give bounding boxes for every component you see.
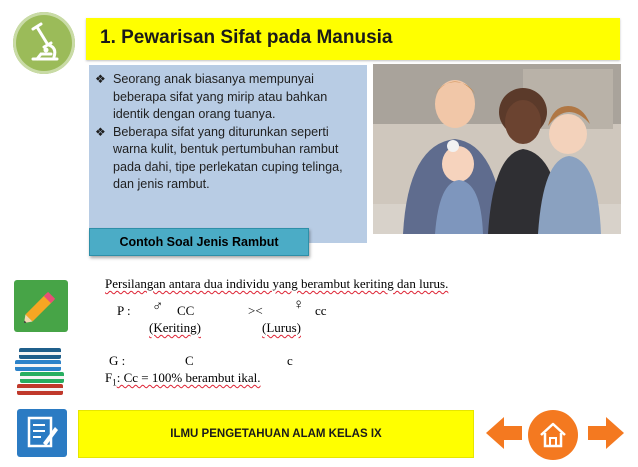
pencil-icon	[14, 280, 68, 332]
arrow-left-icon	[484, 415, 524, 451]
p-male-genotype: CC	[177, 303, 195, 318]
p-label: P :	[117, 303, 131, 318]
microscope-badge	[13, 12, 75, 74]
diamond-bullet-icon: ❖	[95, 124, 106, 139]
books-icon	[11, 344, 71, 400]
books-badge	[11, 344, 71, 400]
example-question-button[interactable]: Contoh Soal Jenis Rambut	[89, 228, 309, 256]
family-photo	[373, 64, 621, 234]
female-symbol-icon: ♀	[293, 297, 305, 313]
document-edit-icon	[17, 409, 67, 457]
document-edit-badge	[17, 409, 67, 457]
home-button[interactable]	[528, 410, 578, 460]
example-intro: Persilangan antara dua individu yang berambut keriting dan lurus.	[105, 276, 449, 291]
pencil-badge	[14, 280, 68, 332]
g-label: G :	[109, 353, 126, 368]
page-title: 1. Pewarisan Sifat pada Manusia	[100, 27, 393, 48]
diamond-bullet-icon: ❖	[95, 72, 106, 86]
bullet-list	[95, 71, 363, 194]
microscope-icon	[13, 12, 75, 74]
f1-result: $F_1$: Cc = 100% berambut ikal.	[105, 370, 261, 388]
arrow-right-icon	[586, 415, 626, 451]
footer-bar: ILMU PENGETAHUAN ALAM KELAS IX	[78, 410, 474, 458]
p-female-description: (Lurus)	[262, 320, 301, 335]
previous-button[interactable]	[484, 415, 524, 451]
p-male-description: (Keriting)	[149, 320, 201, 335]
p-female-genotype: cc	[315, 303, 327, 318]
next-button[interactable]	[586, 415, 626, 451]
title-bar	[86, 18, 620, 60]
male-symbol-icon: ♂	[152, 299, 164, 315]
list-item: ❖ Beberapa sifat yang diturunkan seperti warna kulit, bentuk pertumbuhan rambut pada dahi, tipe perlekatan cuping telinga, dan jenis rambut.	[95, 124, 363, 194]
g-male-gamete: C	[185, 353, 194, 368]
list-item: ❖ Seorang anak biasanya mempunyai beberapa sifat yang mirip atau bahkan identik dengan orang tuanya.	[95, 71, 363, 124]
home-icon	[528, 410, 578, 460]
info-panel	[89, 65, 367, 243]
cross-symbol: ><	[248, 303, 263, 318]
g-female-gamete: c	[287, 353, 293, 368]
